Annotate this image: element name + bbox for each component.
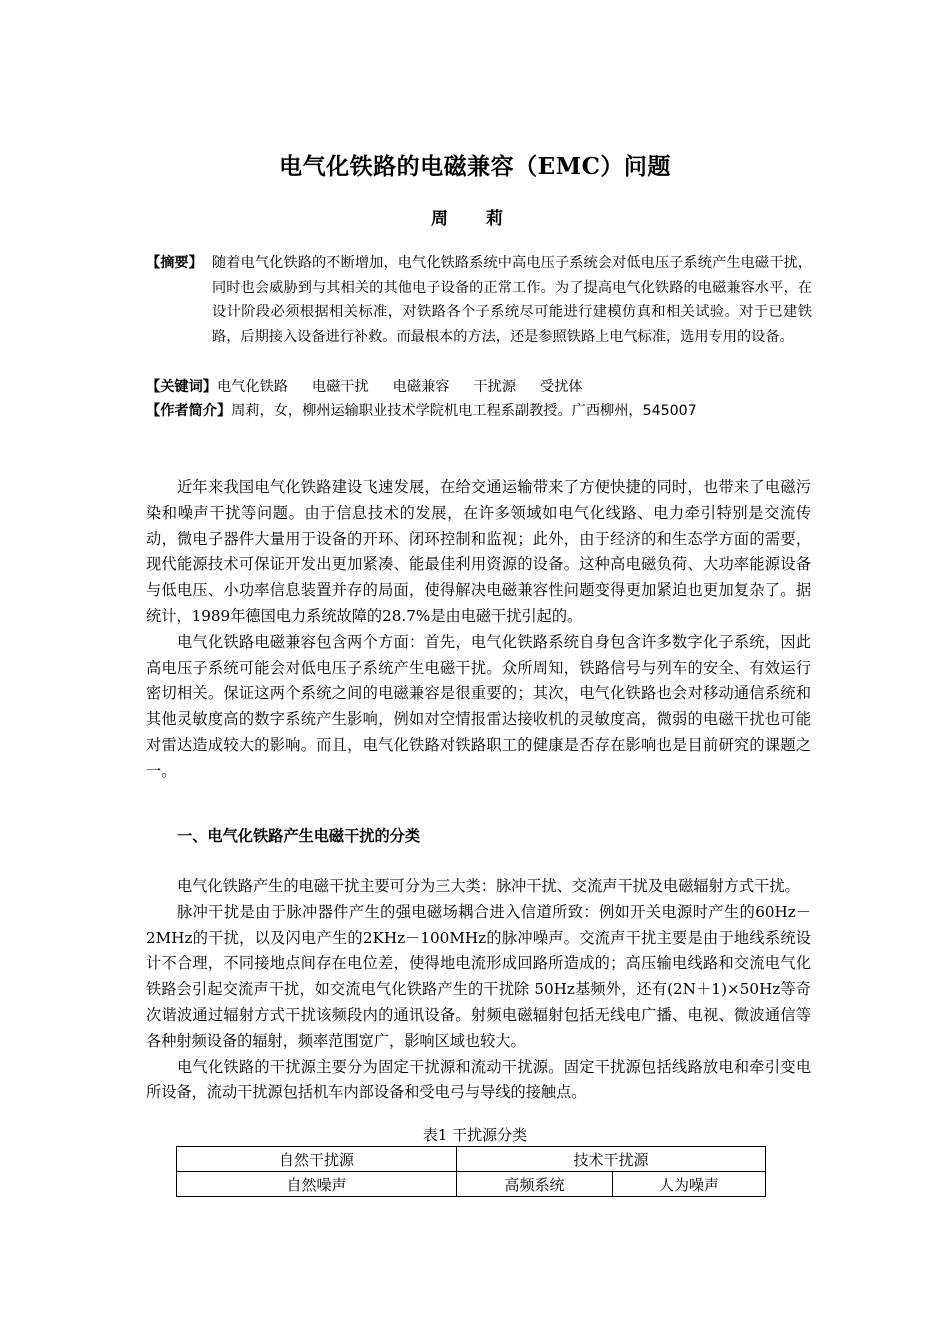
keyword: 受扰体 (540, 379, 583, 395)
abstract-label: 【摘要】 (146, 255, 203, 271)
table-header-cell: 技术干扰源 (457, 1147, 766, 1172)
interference-source-table (176, 1146, 766, 1197)
table-cell: 高频系统 (457, 1172, 613, 1197)
keyword: 电磁干扰 (311, 379, 369, 395)
paragraph: 电气化铁路电磁兼容包含两个方面：首先，电气化铁路系统自身包含许多数字化子系统，因此高电压子系统可能会对低电压子系统产生电磁干扰。众所周知，铁路信号与列车的安全、有效运行密切相关。保证这两个系统之间的电磁兼容是很重要的；其次，电气化铁路也会对移动通信系统和其他灵敏度高的数字系统产生影响，例如对空情报雷达接收机的灵敏度高，微弱的电磁干扰也可能对雷达造成较大的影响。而且，电气化铁路对铁路职工的健康是否存在影响也是目前研究的课题之一。 (146, 632, 811, 780)
author-name: 周 莉 (431, 209, 519, 229)
section-heading: 一、电气化铁路产生电磁干扰的分类 (177, 827, 420, 845)
table-cell: 人为噪声 (613, 1172, 766, 1197)
paragraph: 电气化铁路的干扰源主要分为固定干扰源和流动干扰源。固定干扰源包括线路放电和牵引变电所设备，流动干扰源包括机车内部设备和受电弓与导线的接触点。 (146, 1057, 811, 1102)
paragraph: 脉冲干扰是由于脉冲器件产生的强电磁场耦合进入信道所致：例如开关电源时产生的60Hz－2MHz的干扰，以及闪电产生的2KHz－100MHz的脉冲噪声。交流声干扰主要是由于地线系统设计不合理，不同接地点间存在电位差，使得地电流形成回路所造成的；高压输电线路和交流电气化铁路会引起交流声干扰，如交流电气化铁路产生的干扰除 50Hz基频外，还有(2N＋1)×50Hz等奇次谐波通过辐射方式干扰该频段内的通讯设备。射频电磁辐射包括无线电广播、电视、微波通信等各种射频设备的辐射，频率范围宽广，影响区域也较大。 (146, 902, 811, 1050)
keyword: 电气化铁路 (216, 379, 288, 395)
table-row (177, 1147, 766, 1172)
table-cell: 自然噪声 (177, 1172, 457, 1197)
keyword: 干扰源 (473, 379, 517, 395)
abstract-text: 随着电气化铁路的不断增加，电气化铁路系统中高电压子系统会对低电压子系统产生电磁干扰，同时也会威胁到与其相关的其他电子设备的正常工作。为了提高电气化铁路的电磁兼容水平，在设计阶段必须根据相关标准，对铁路各个子系统尽可能进行建模仿真和相关试验。对于已建铁路，后期接入设备进行补救。而最根本的方法，还是参照铁路上电气标准，选用专用的设备。 (212, 255, 812, 345)
paragraph: 近年来我国电气化铁路建设飞速发展，在给交通运输带来了方便快捷的同时，也带来了电磁污染和噪声干扰等问题。由于信息技术的发展，在许多领域如电气化线路、电力牵引特别是交流传动，微电子器件大量用于设备的开环、闭环控制和监视；此外，由于经济的和生态学方面的需要，现代能源技术可保证开发出更加紧凑、能最佳利用资源的设备。这种高电磁负荷、大功率能源设备与低电压、小功率信息装置并存的局面，使得解决电磁兼容性问题变得更加紧迫也更加复杂了。据统计，1989年德国电力系统故障的28.7%是由电磁干扰引起的。 (146, 478, 811, 625)
paragraph: 电气化铁路产生的电磁干扰主要可分为三大类：脉冲干扰、交流声干扰及电磁辐射方式干扰。 (177, 877, 800, 895)
intro-section (146, 475, 811, 785)
abstract (146, 251, 812, 349)
keywords-label: 【关键词】 (146, 379, 217, 395)
bio-text: 周莉，女，柳州运输职业技术学院机电工程系副教授。广西柳州，545007 (231, 403, 697, 419)
table-caption: 表1 干扰源分类 (422, 1126, 528, 1144)
table-row (177, 1172, 766, 1197)
bio-label: 【作者简介】 (146, 403, 232, 419)
section-1-body (146, 874, 811, 1106)
paper-title: 电气化铁路的电磁兼容（EMC）问题 (279, 153, 671, 180)
author-bio (146, 399, 812, 424)
keywords (146, 375, 812, 400)
table-header-cell: 自然干扰源 (177, 1147, 457, 1172)
keyword: 电磁兼容 (392, 379, 450, 395)
